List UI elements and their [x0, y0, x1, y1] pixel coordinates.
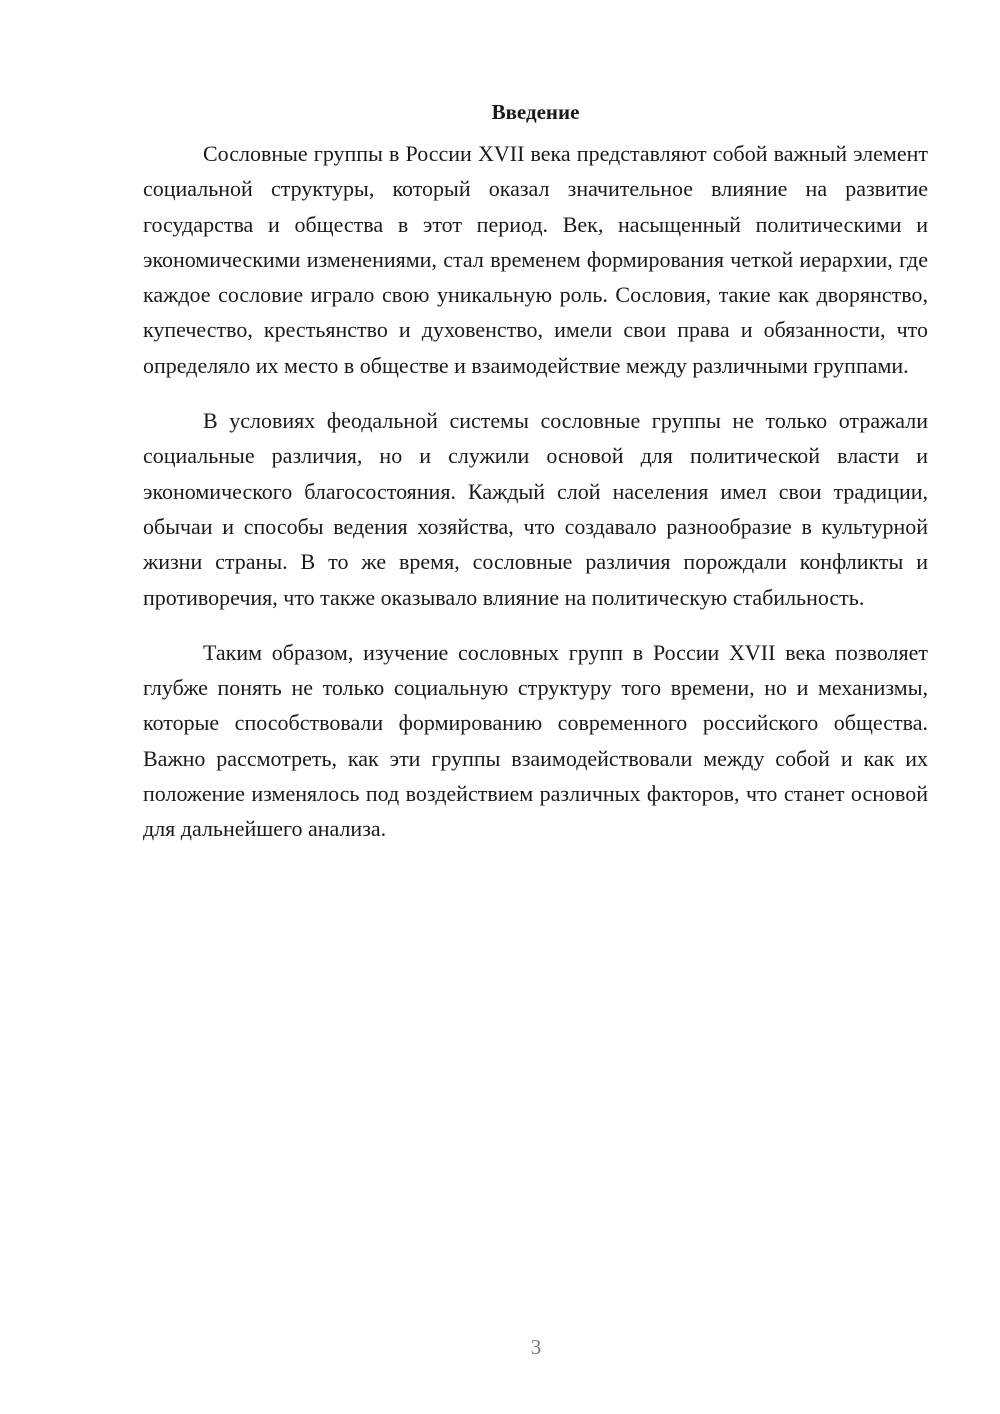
paragraph-3: Таким образом, изучение сословных групп в России XVII века позволяет глубже понять не только социальную структуру того времени, но и механизмы, которые способствовали формированию современного российского общества. Важно рассмотреть, как эти группы взаимодействовали между собой и как их положение изменялось под воздействием различных факторов, что станет основой для дальнейшего анализа.: [143, 639, 928, 842]
page-body: [143, 97, 928, 867]
paragraph-1: Сословные группы в России XVII века представляют собой важный элемент социальной структуры, который оказал значительное влияние на развитие государства и общества в этот период. Век, насыщенный политическими и экономическими изменениями, стал временем формирования четкой иерархии, где каждое сословие играло свою уникальную роль. Сословия, такие как дворянство, купечество, крестьянство и духовенство, имели свои права и обязанности, что определяло их место в обществе и взаимодействие между различными группами.: [143, 141, 928, 378]
paragraph-2: В условиях феодальной системы сословные группы не только отражали социальные различия, но и служили основой для политической власти и экономического благосостояния. Каждый слой населения имел свои традиции, обычаи и способы ведения хозяйства, что создавало разнообразие в культурной жизни страны. В то же время, сословные различия порождали конфликты и противоречия, что также оказывало влияние на политическую стабильность.: [143, 408, 928, 610]
section-heading: Введение: [491, 100, 580, 124]
page-number: 3: [530, 1335, 542, 1359]
